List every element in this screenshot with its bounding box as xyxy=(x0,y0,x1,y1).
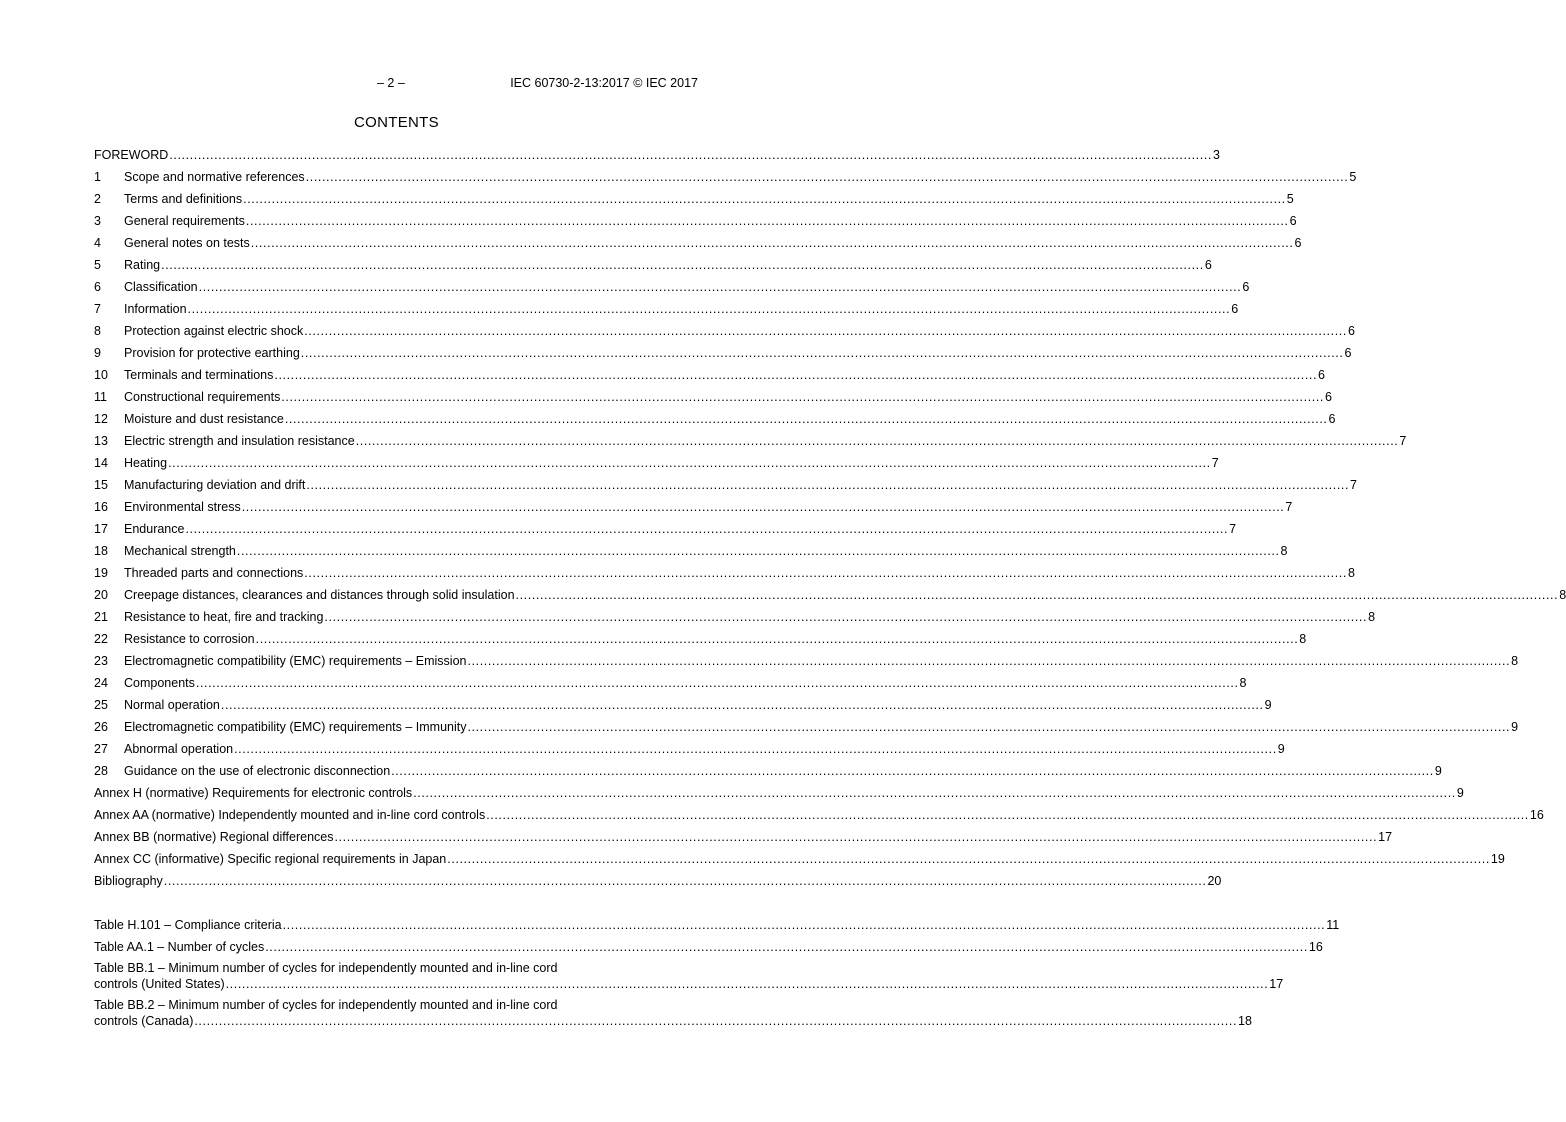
toc-entry[interactable] xyxy=(94,606,1376,628)
dot-leader: ................................................................................................................................................................................................................................................................ xyxy=(169,148,1212,162)
toc-entry-page: 8 xyxy=(1280,544,1288,558)
toc-entry-page: 19 xyxy=(1490,852,1505,866)
dot-leader: ................................................................................................................................................................................................................................................................ xyxy=(168,456,1211,470)
dot-leader: ................................................................................................................................................................................................................................................................ xyxy=(284,412,1328,426)
dot-leader: ................................................................................................................................................................................................................................................................ xyxy=(265,940,1308,954)
dot-leader: ................................................................................................................................................................................................................................................................ xyxy=(198,280,1242,294)
toc-entry-page: 5 xyxy=(1349,170,1357,184)
toc-entry-number: 17 xyxy=(94,522,108,536)
toc-entry-number: 10 xyxy=(94,368,108,382)
dot-leader: ................................................................................................................................................................................................................................................................ xyxy=(163,874,1207,888)
toc-entry-number: 13 xyxy=(94,434,108,448)
dot-leader: ................................................................................................................................................................................................................................................................ xyxy=(220,698,1264,712)
toc-entry-title: Terms and definitions xyxy=(124,192,243,206)
toc-entry-page: 6 xyxy=(1344,346,1352,360)
dot-leader: ................................................................................................................................................................................................................................................................ xyxy=(241,500,1285,514)
toc-entry[interactable] xyxy=(94,364,1325,386)
toc-entry-title: Annex BB (normative) Regional differences xyxy=(94,830,334,844)
table-of-contents xyxy=(94,144,1566,1032)
dot-leader: ................................................................................................................................................................................................................................................................ xyxy=(245,214,1289,228)
toc-entry[interactable] xyxy=(94,474,1357,496)
toc-entry-number: 26 xyxy=(94,720,108,734)
toc-entry-annex-bb[interactable] xyxy=(94,826,1393,848)
dot-leader: ................................................................................................................................................................................................................................................................ xyxy=(194,1014,1238,1028)
toc-entry-number: 14 xyxy=(94,456,108,470)
document-id: IEC 60730-2-13:2017 © IEC 2017 xyxy=(510,76,698,90)
dot-leader: ................................................................................................................................................................................................................................................................ xyxy=(195,676,1239,690)
toc-entry-title: Terminals and terminations xyxy=(124,368,274,382)
table-entry-title-line1: Table BB.2 – Minimum number of cycles for independently mounted and in-line cord xyxy=(94,998,558,1012)
table-list-entry[interactable] xyxy=(94,995,1252,1032)
toc-entry-title: Manufacturing deviation and drift xyxy=(124,478,306,492)
toc-entry[interactable] xyxy=(94,430,1407,452)
dot-leader: ................................................................................................................................................................................................................................................................ xyxy=(243,192,1286,206)
dot-leader: ................................................................................................................................................................................................................................................................ xyxy=(187,302,1231,316)
toc-entry-number: 16 xyxy=(94,500,108,514)
toc-entry-number: 4 xyxy=(94,236,101,250)
table-list-entry[interactable] xyxy=(94,936,1323,958)
toc-entry-title: Heating xyxy=(124,456,168,470)
toc-entry-number: 2 xyxy=(94,192,101,206)
dot-leader: ................................................................................................................................................................................................................................................................ xyxy=(324,610,1368,624)
toc-entry[interactable] xyxy=(94,496,1293,518)
toc-entry-page: 20 xyxy=(1207,874,1222,888)
toc-entry-title: FOREWORD xyxy=(94,148,169,162)
toc-entry-page: 5 xyxy=(1286,192,1294,206)
toc-entry-title: Constructional requirements xyxy=(124,390,281,404)
dot-leader: ................................................................................................................................................................................................................................................................ xyxy=(300,346,1344,360)
toc-entry-title: Guidance on the use of electronic disconnection xyxy=(124,764,391,778)
toc-entry-page: 16 xyxy=(1529,808,1544,822)
toc-entry-title: Mechanical strength xyxy=(124,544,236,558)
toc-entry-title: Information xyxy=(124,302,187,316)
toc-entry-title: Threaded parts and connections xyxy=(124,566,304,580)
dot-leader: ................................................................................................................................................................................................................................................................ xyxy=(161,258,1204,272)
toc-entry-page: 9 xyxy=(1456,786,1464,800)
toc-entry-number: 25 xyxy=(94,698,108,712)
toc-entry-number: 27 xyxy=(94,742,108,756)
dot-leader: ................................................................................................................................................................................................................................................................ xyxy=(391,764,1434,778)
toc-entry-page: 6 xyxy=(1318,368,1325,382)
dot-leader: ................................................................................................................................................................................................................................................................ xyxy=(467,720,1511,734)
toc-entry-title: Electric strength and insulation resistance xyxy=(124,434,355,448)
dot-leader: ................................................................................................................................................................................................................................................................ xyxy=(447,852,1490,866)
toc-entry-page: 8 xyxy=(1299,632,1307,646)
table-entry-title: Table AA.1 – Number of cycles xyxy=(94,940,265,954)
dot-leader: ................................................................................................................................................................................................................................................................ xyxy=(304,324,1347,338)
toc-entry-title: General requirements xyxy=(124,214,245,228)
table-entry-line2 xyxy=(94,1013,1252,1029)
table-entry-title-line2: controls (United States) xyxy=(94,977,225,991)
toc-entry-page: 7 xyxy=(1285,500,1293,514)
toc-entry-number: 7 xyxy=(94,302,101,316)
table-entry-page: 16 xyxy=(1308,940,1323,954)
toc-entry-title: Annex H (normative) Requirements for electronic controls xyxy=(94,786,413,800)
table-entry-line2 xyxy=(94,976,1284,992)
dot-leader: ................................................................................................................................................................................................................................................................ xyxy=(304,566,1347,580)
toc-entry[interactable] xyxy=(94,650,1519,672)
dot-leader: ................................................................................................................................................................................................................................................................ xyxy=(255,632,1299,646)
toc-entry-number: 20 xyxy=(94,588,108,602)
toc-entry-page: 9 xyxy=(1277,742,1285,756)
toc-entry-foreword[interactable] xyxy=(94,144,1220,166)
toc-entry-page: 6 xyxy=(1294,236,1302,250)
toc-entry-title: Resistance to corrosion xyxy=(124,632,255,646)
dot-leader: ................................................................................................................................................................................................................................................................ xyxy=(236,544,1280,558)
toc-entry-page: 8 xyxy=(1559,588,1566,602)
toc-entry-page: 6 xyxy=(1289,214,1297,228)
toc-entry[interactable] xyxy=(94,166,1357,188)
toc-entry-title: Provision for protective earthing xyxy=(124,346,300,360)
dot-leader: ................................................................................................................................................................................................................................................................ xyxy=(306,478,1350,492)
dot-leader: ................................................................................................................................................................................................................................................................ xyxy=(185,522,1229,536)
toc-entry[interactable] xyxy=(94,716,1519,738)
dot-leader: ................................................................................................................................................................................................................................................................ xyxy=(282,918,1326,932)
dot-leader: ................................................................................................................................................................................................................................................................ xyxy=(334,830,1378,844)
toc-entry-annex-cc[interactable] xyxy=(94,848,1505,870)
toc-entry-number: 19 xyxy=(94,566,108,580)
page-number: – 2 – xyxy=(377,76,405,90)
toc-entry-number: 9 xyxy=(94,346,101,360)
toc-entry[interactable] xyxy=(94,386,1332,408)
toc-entry-number: 6 xyxy=(94,280,101,294)
toc-entry-number: 21 xyxy=(94,610,108,624)
toc-entry[interactable] xyxy=(94,210,1297,232)
toc-entry-page: 9 xyxy=(1264,698,1272,712)
toc-entry-number: 24 xyxy=(94,676,108,690)
toc-entry-page: 6 xyxy=(1325,390,1332,404)
toc-entry-page: 9 xyxy=(1434,764,1442,778)
toc-entry-page: 6 xyxy=(1328,412,1336,426)
dot-leader: ................................................................................................................................................................................................................................................................ xyxy=(274,368,1318,382)
page-title: CONTENTS xyxy=(354,114,439,131)
toc-entry-page: 6 xyxy=(1242,280,1250,294)
table-entry-title: Table H.101 – Compliance criteria xyxy=(94,918,282,932)
section-gap xyxy=(94,892,698,914)
toc-entry-title: Creepage distances, clearances and distances through solid insulation xyxy=(124,588,515,602)
toc-entry-title: Annex AA (normative) Independently mounted and in-line cord controls xyxy=(94,808,486,822)
toc-entry[interactable] xyxy=(94,562,1355,584)
toc-entry[interactable] xyxy=(94,760,1442,782)
toc-entry-title: Environmental stress xyxy=(124,500,241,514)
toc-entry-number: 18 xyxy=(94,544,108,558)
toc-entry-page: 8 xyxy=(1511,654,1519,668)
toc-entry[interactable] xyxy=(94,342,1352,364)
dot-leader: ................................................................................................................................................................................................................................................................ xyxy=(355,434,1399,448)
toc-entry[interactable] xyxy=(94,628,1307,650)
toc-entry-page: 9 xyxy=(1511,720,1519,734)
toc-entry[interactable] xyxy=(94,232,1302,254)
toc-entry[interactable] xyxy=(94,298,1239,320)
toc-entry[interactable] xyxy=(94,672,1247,694)
toc-entry-title: Moisture and dust resistance xyxy=(124,412,284,426)
toc-entry-title: Annex CC (informative) Specific regional requirements in Japan xyxy=(94,852,447,866)
toc-entry[interactable] xyxy=(94,254,1212,276)
toc-entry-page: 7 xyxy=(1399,434,1407,448)
toc-entry-page: 8 xyxy=(1347,566,1355,580)
table-entry-title-line2: controls (Canada) xyxy=(94,1014,194,1028)
toc-entry-title: General notes on tests xyxy=(124,236,250,250)
dot-leader: ................................................................................................................................................................................................................................................................ xyxy=(250,236,1294,250)
toc-entry-annex-aa[interactable] xyxy=(94,804,1544,826)
toc-entry-title: Scope and normative references xyxy=(124,170,305,184)
toc-entry-page: 7 xyxy=(1350,478,1357,492)
toc-entry-number: 12 xyxy=(94,412,108,426)
toc-entry-title: Classification xyxy=(124,280,198,294)
toc-entry-title: Components xyxy=(124,676,195,690)
toc-entry-title: Bibliography xyxy=(94,874,163,888)
toc-entry-title: Resistance to heat, fire and tracking xyxy=(124,610,324,624)
toc-entry[interactable] xyxy=(94,584,1566,606)
table-entry-page: 11 xyxy=(1326,918,1340,932)
toc-entry[interactable] xyxy=(94,276,1250,298)
toc-entry-bibliography[interactable] xyxy=(94,870,1222,892)
dot-leader: ................................................................................................................................................................................................................................................................ xyxy=(225,977,1269,991)
dot-leader: ................................................................................................................................................................................................................................................................ xyxy=(281,390,1324,404)
toc-entry-page: 17 xyxy=(1378,830,1393,844)
toc-entry-page: 8 xyxy=(1368,610,1376,624)
toc-entry-page: 6 xyxy=(1204,258,1212,272)
toc-entry[interactable] xyxy=(94,408,1336,430)
table-list-entry[interactable] xyxy=(94,958,1284,995)
toc-entry-page: 3 xyxy=(1212,148,1220,162)
toc-entry-page: 7 xyxy=(1211,456,1219,470)
toc-entry-number: 22 xyxy=(94,632,108,646)
toc-entry[interactable] xyxy=(94,452,1219,474)
toc-entry-number: 1 xyxy=(94,170,101,184)
toc-entry-number: 3 xyxy=(94,214,101,228)
table-entry-page: 17 xyxy=(1269,977,1284,991)
table-entry-title-line1: Table BB.1 – Minimum number of cycles for independently mounted and in-line cord xyxy=(94,961,558,975)
table-entry-page: 18 xyxy=(1238,1014,1252,1028)
toc-entry-title: Protection against electric shock xyxy=(124,324,304,338)
toc-entry[interactable] xyxy=(94,738,1285,760)
toc-entry[interactable] xyxy=(94,188,1294,210)
toc-entry-number: 23 xyxy=(94,654,108,668)
toc-entry-title: Endurance xyxy=(124,522,185,536)
dot-leader: ................................................................................................................................................................................................................................................................ xyxy=(305,170,1349,184)
toc-entry-title: Electromagnetic compatibility (EMC) requirements – Immunity xyxy=(124,720,467,734)
dot-leader: ................................................................................................................................................................................................................................................................ xyxy=(413,786,1456,800)
toc-entry-page: 6 xyxy=(1231,302,1239,316)
toc-entry-page: 8 xyxy=(1239,676,1247,690)
toc-entry-title: Normal operation xyxy=(124,698,220,712)
toc-entry[interactable] xyxy=(94,694,1272,716)
page-header xyxy=(94,76,698,92)
toc-entry[interactable] xyxy=(94,518,1237,540)
toc-entry-number: 5 xyxy=(94,258,101,272)
dot-leader: ................................................................................................................................................................................................................................................................ xyxy=(486,808,1529,822)
toc-entry[interactable] xyxy=(94,540,1288,562)
toc-entry-title: Rating xyxy=(124,258,161,272)
dot-leader: ................................................................................................................................................................................................................................................................ xyxy=(515,588,1559,602)
toc-entry[interactable] xyxy=(94,320,1355,342)
toc-entry-number: 28 xyxy=(94,764,108,778)
toc-entry-annex-h[interactable] xyxy=(94,782,1464,804)
dot-leader: ................................................................................................................................................................................................................................................................ xyxy=(234,742,1277,756)
toc-entry-number: 15 xyxy=(94,478,108,492)
toc-entry-number: 11 xyxy=(94,390,107,404)
toc-entry-number: 8 xyxy=(94,324,101,338)
toc-entry-title: Electromagnetic compatibility (EMC) requirements – Emission xyxy=(124,654,467,668)
table-list-entry[interactable] xyxy=(94,914,1340,936)
dot-leader: ................................................................................................................................................................................................................................................................ xyxy=(467,654,1511,668)
toc-entry-title: Abnormal operation xyxy=(124,742,234,756)
toc-entry-page: 6 xyxy=(1347,324,1355,338)
toc-entry-page: 7 xyxy=(1229,522,1237,536)
